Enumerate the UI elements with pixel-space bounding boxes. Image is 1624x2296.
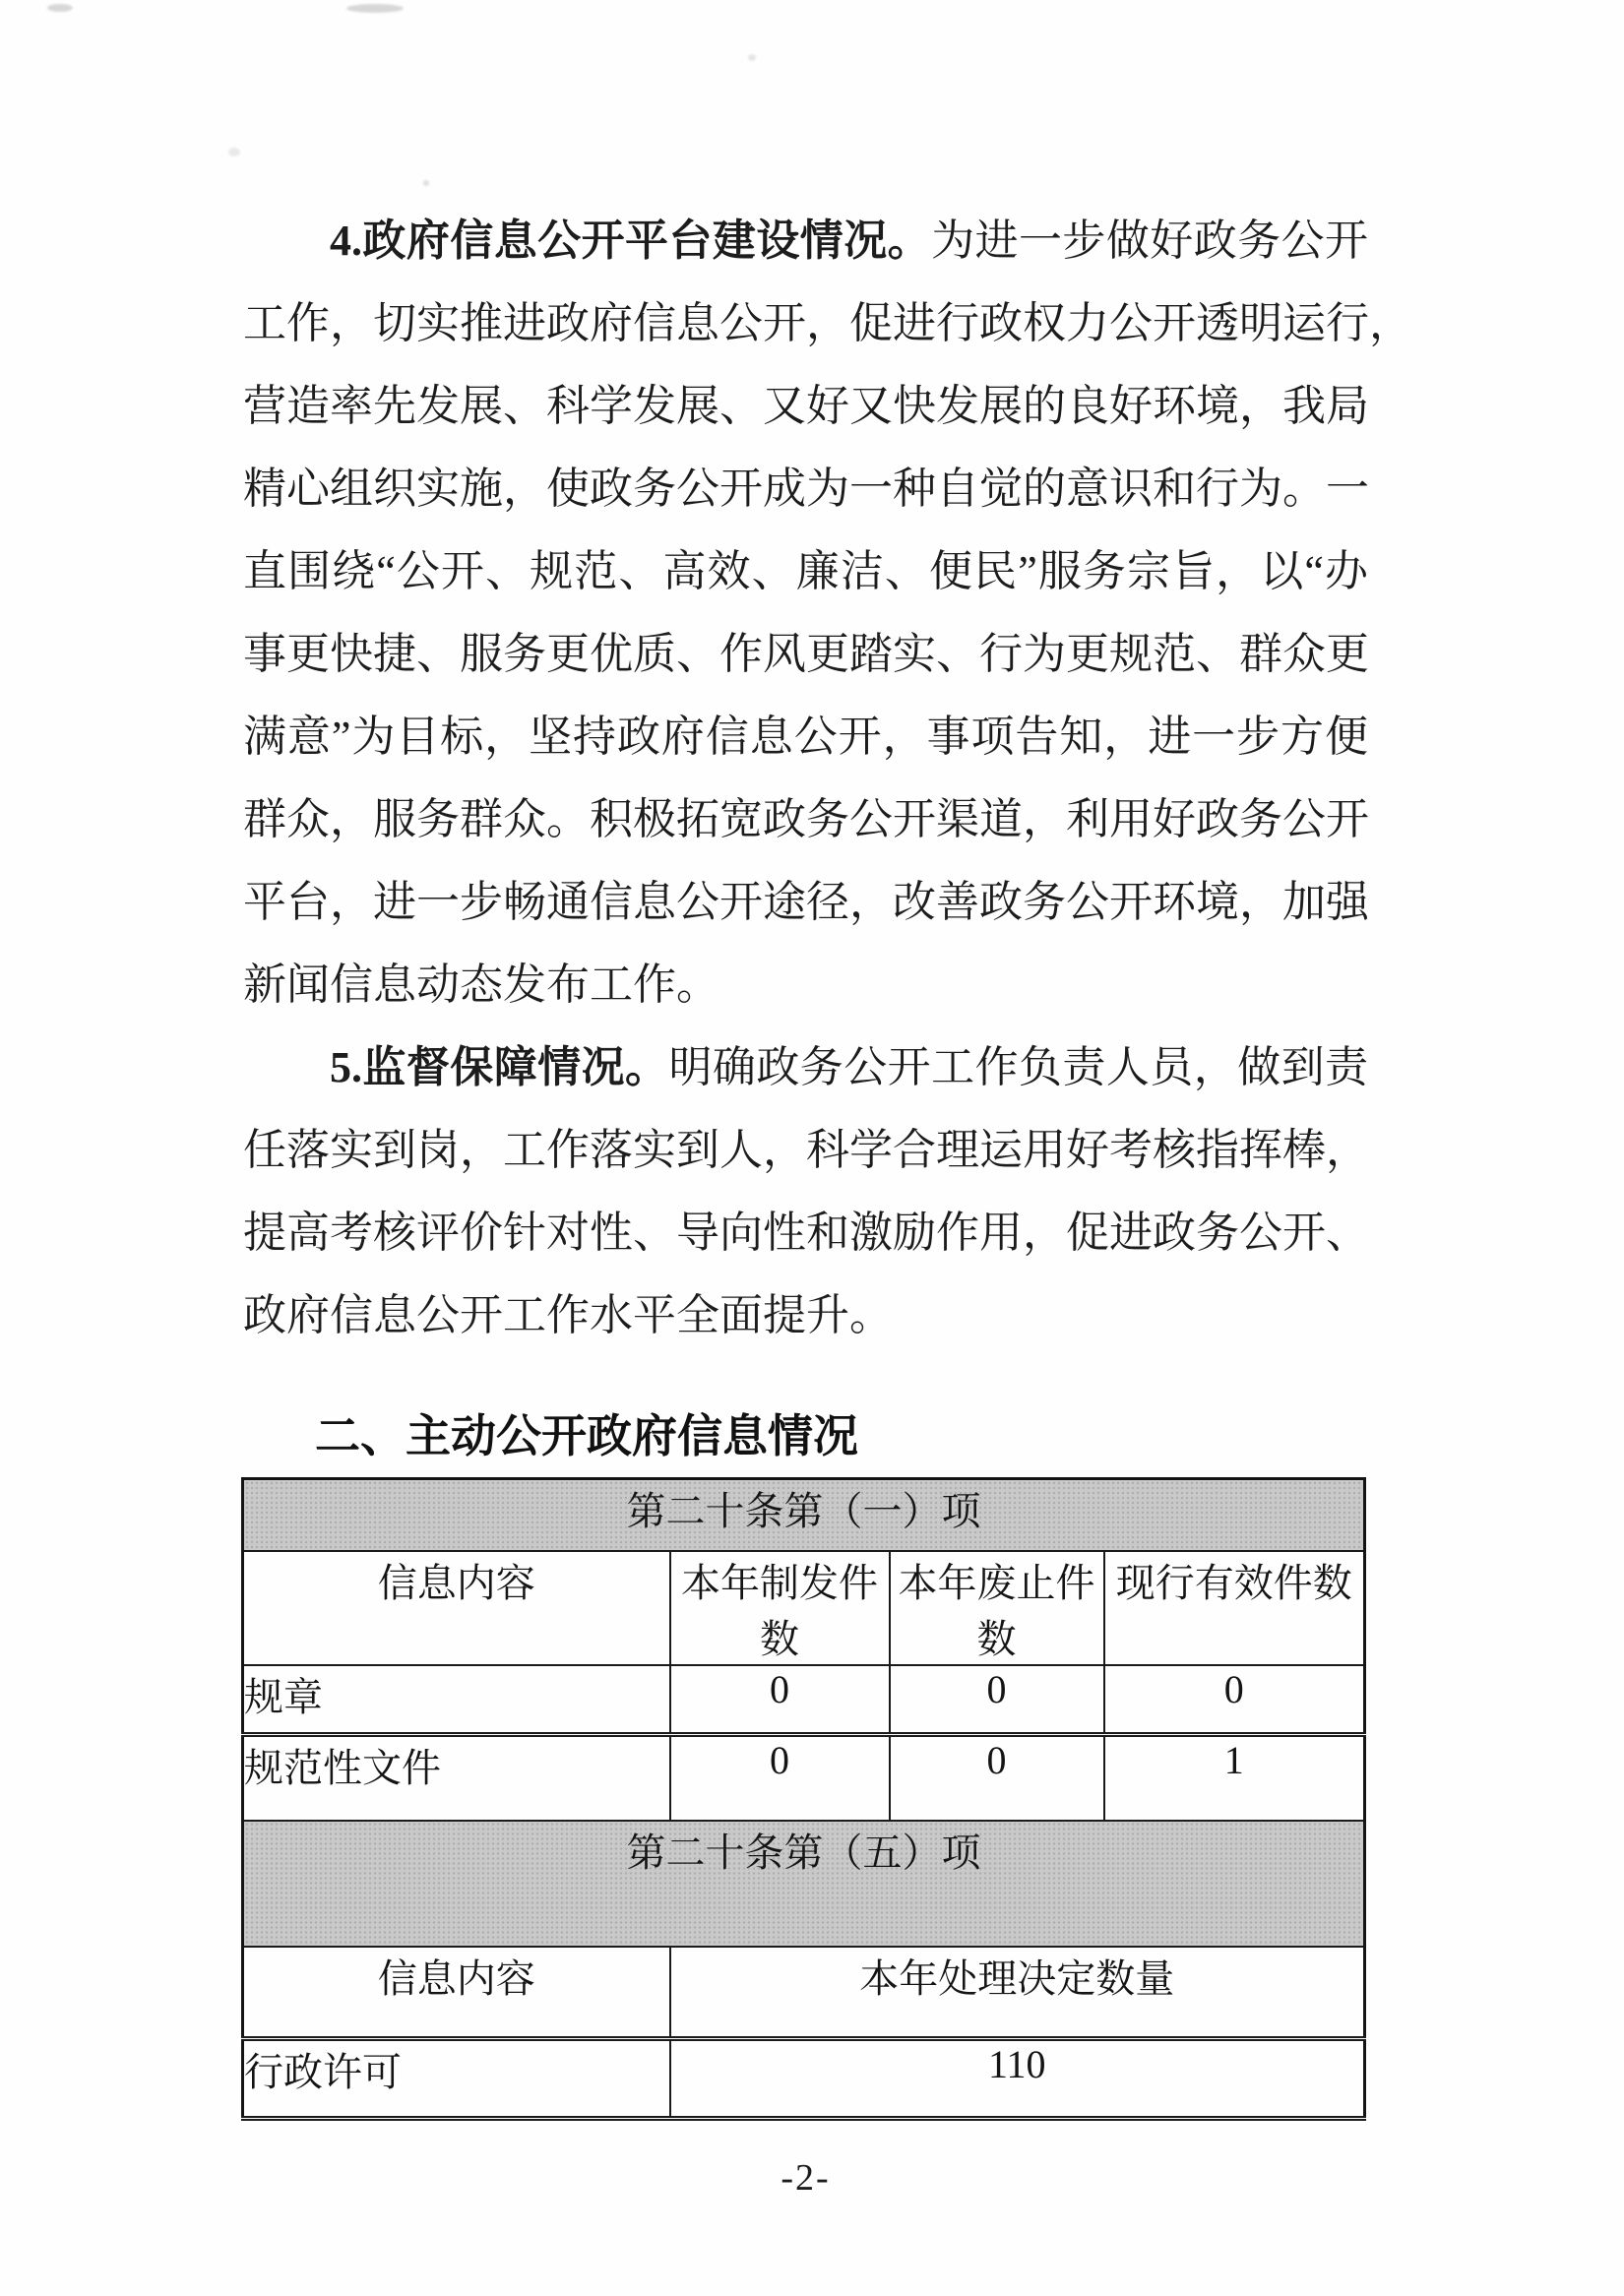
cell-value: 0 (670, 1665, 890, 1735)
table-row (243, 1665, 1365, 1735)
column-header: 本年废止件数 (890, 1551, 1104, 1665)
table-header-row (243, 1551, 1365, 1665)
table-header-row (243, 1947, 1365, 2039)
table-band-article20-item1 (243, 1479, 1365, 1552)
table-row (243, 2039, 1365, 2119)
paragraph-5-line (243, 1026, 1368, 1109)
band-title: 第二十条第（五）项 (243, 1821, 1365, 1947)
paragraph-5-line: 任落实到岗，工作落实到人，科学合理运用好考核指挥棒， (243, 1126, 1369, 1174)
paragraph-5-line: 政府信息公开工作水平全面提升。 (243, 1291, 893, 1339)
cell-value: 0 (1104, 1665, 1365, 1735)
paragraph-4-line: 满意”为目标，坚持政府信息公开，事项告知，进一步方便 (243, 713, 1368, 761)
cell-value: 1 (1104, 1735, 1365, 1822)
paragraph-5-lead: 5.监督保障情况。 (330, 1043, 669, 1091)
scan-artifact (346, 4, 404, 13)
row-label: 规范性文件 (243, 1735, 670, 1822)
cell-value: 0 (890, 1665, 1104, 1735)
paragraph-4-line: 事更快捷、服务更优质、作风更踏实、行为更规范、群众更 (243, 630, 1369, 678)
row-label: 行政许可 (243, 2039, 670, 2119)
column-header: 本年处理决定数量 (670, 1947, 1365, 2039)
page-number: -2- (781, 2157, 831, 2199)
paragraph-4-lead: 4.政府信息公开平台建设情况。 (330, 217, 932, 265)
paragraph-5-text: 明确政务公开工作负责人员，做到责 (668, 1043, 1369, 1091)
table-band-article20-item5 (243, 1821, 1365, 1947)
paragraph-4-line: 直围绕“公开、规范、高效、廉洁、便民”服务宗旨，以“办 (243, 547, 1368, 595)
paragraph-4-line: 营造率先发展、科学发展、又好又快发展的良好环境，我局 (243, 382, 1369, 430)
paragraph-5-line: 提高考核评价针对性、导向性和激励作用，促进政务公开、 (243, 1209, 1369, 1257)
section-heading: 二、主动公开政府信息情况 (315, 1410, 858, 1461)
table-row (243, 1735, 1365, 1822)
paragraph-4-line: 新闻信息动态发布工作。 (243, 961, 719, 1009)
paragraph-4-line: 工作，切实推进政府信息公开，促进行政权力公开透明运行， (243, 299, 1412, 347)
paragraph-4-line (243, 200, 1368, 282)
paragraph-4-line: 群众，服务群众。积极拓宽政务公开渠道，利用好政务公开 (243, 795, 1369, 843)
column-header: 现行有效件数 (1104, 1551, 1365, 1665)
document-body (243, 200, 1412, 2205)
cell-value: 0 (890, 1735, 1104, 1822)
paragraph-4-line: 精心组织实施，使政务公开成为一种自觉的意识和行为。一 (243, 465, 1369, 513)
band-title: 第二十条第（一）项 (243, 1479, 1365, 1552)
paragraph-4-text: 为进一步做好政务公开 (931, 217, 1369, 265)
row-label: 规章 (243, 1665, 670, 1735)
column-header: 本年制发件数 (670, 1551, 890, 1665)
column-header: 信息内容 (243, 1551, 670, 1665)
column-header: 信息内容 (243, 1947, 670, 2039)
cell-value: 0 (670, 1735, 890, 1822)
scan-artifact (423, 180, 429, 186)
paragraph-4-line: 平台，进一步畅通信息公开途径，改善政务公开环境，加强 (243, 878, 1369, 926)
scan-artifact (748, 54, 756, 61)
scan-artifact (228, 148, 240, 156)
disclosure-statistics-table (241, 1477, 1366, 2121)
scan-artifact (47, 4, 73, 12)
cell-value: 110 (670, 2039, 1365, 2119)
